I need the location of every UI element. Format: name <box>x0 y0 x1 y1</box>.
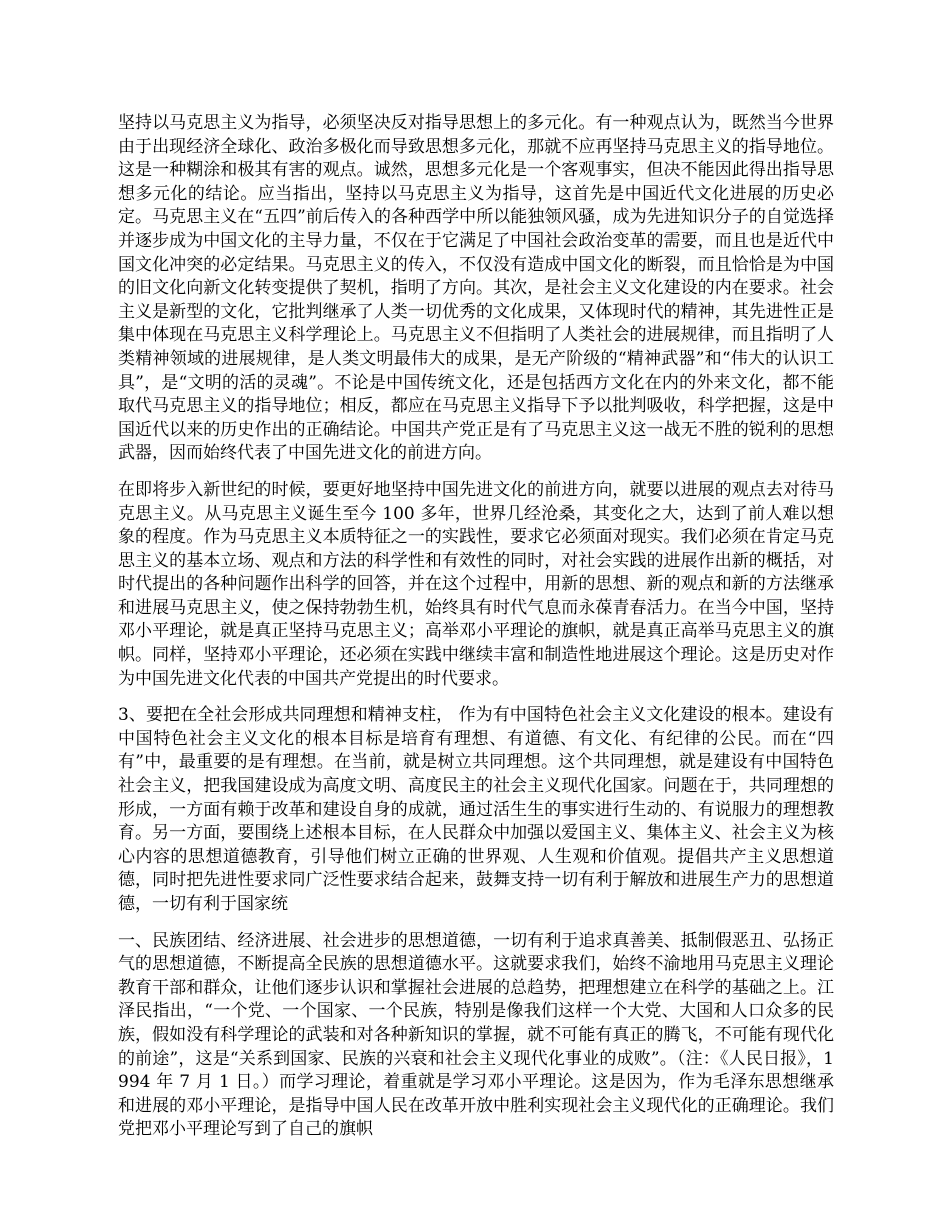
paragraph-common-ideal: 3、要把在全社会形成共同理想和精神支柱， 作为有中国特色社会主义文化建设的根本。建设有中国特色社会主义文化的根本目标是培育有理想、有道德、有文化、有纪律的公民。而在“四有”中，最重要的是有理想。在当前，就是树立共同理想。这个共同理想，就是建设有中国特色社会主义，把我国建设成为高度文明、高度民主的社会主义现代化国家。问题在于，共同理想的形成，一方面有赖于改革和建设自身的成就，通过活生生的事实进行生动的、有说服力的理想教育。另一方面，要围绕上述根本目标，在人民群众中加强以爱国主义、集体主义、社会主义为核心内容的思想道德教育，引导他们树立正确的世界观、人生观和价值观。提倡共产主义思想道德，同时把先进性要求同广泛性要求结合起来，鼓舞支持一切有利于解放和进展生产力的思想道德，一切有利于国家统 <box>118 705 834 914</box>
paragraph-national-unity: 一、民族团结、经济进展、社会进步的思想道德，一切有利于追求真善美、抵制假恶丑、弘扬正气的思想道德，不断提高全民族的思想道德水平。这就要求我们，始终不渝地用马克思主义理论教育干部和群众，让他们逐步认识和掌握社会进展的总趋势，把理想建立在科学的基础之上。江泽民指出，“一个党、一个国家、一个民族，特别是像我们这样一个大党、大国和人口众多的民族，假如没有科学理论的武装和对各种新知识的掌握，就不可能有真正的腾飞，不可能有现代化的前途”，这是“关系到国家、民族的兴衰和社会主义现代化事业的成败”。（注：《人民日报》，1994 年 7 月 1 日。）而学习理论，着重就是学习邓小平理论。这是因为，作为毛泽东思想继承和进展的邓小平理论，是指导中国人民在改革开放中胜利实现社会主义现代化的正确理论。我们党把邓小平理论写到了自己的旗帜 <box>118 930 834 1140</box>
paragraph-new-century: 在即将步入新世纪的时候，要更好地坚持中国先进文化的前进方向，就要以进展的观点去对待马克思主义。从马克思主义诞生至今 100 多年，世界几经沧桑，其变化之大，达到了前人难以想象的程度。作为马克思主义本质特征之一的实践性，要求它必须面对现实。我们必须在肯定马克思主义的基本立场、观点和方法的科学性和有效性的同时，对社会实践的进展作出新的概括，对时代提出的各种问题作出科学的回答，并在这个过程中，用新的思想、新的观点和新的方法继承和进展马克思主义，使之保持勃勃生机，始终具有时代气息而永葆青春活力。在当今中国，坚持邓小平理论，就是真正坚持马克思主义；高举邓小平理论的旗帜，就是真正高举马克思主义的旗帜。同样，坚持邓小平理论，还必须在实践中继续丰富和制造性地进展这个理论。这是历史对作为中国先进文化代表的中国共产党提出的时代要求。 <box>118 479 834 689</box>
document-body <box>118 112 834 1155</box>
paragraph-marxism-guidance: 坚持以马克思主义为指导，必须坚决反对指导思想上的多元化。有一种观点认为，既然当今世界由于出现经济全球化、政治多极化而导致思想多元化，那就不应再坚持马克思主义的指导地位。这是一种糊涂和极其有害的观点。诚然，思想多元化是一个客观事实，但决不能因此得出指导思想多元化的结论。应当指出，坚持以马克思主义为指导，这首先是中国近代文化进展的历史必定。马克思主义在“五四”前后传入的各种西学中所以能独领风骚，成为先进知识分子的自觉选择并逐步成为中国文化的主导力量，不仅在于它满足了中国社会政治变革的需要，而且也是近代中国文化冲突的必定结果。马克思主义的传入，不仅没有造成中国文化的断裂，而且恰恰是为中国的旧文化向新文化转变提供了契机，指明了方向。其次，是社会主义文化建设的内在要求。社会主义是新型的文化，它批判继承了人类一切优秀的文化成果，又体现时代的精神，其先进性正是集中体现在马克思主义科学理论上。马克思主义不但指明了人类社会的进展规律，而且指明了人类精神领域的进展规律，是人类文明最伟大的成果，是无产阶级的“精神武器”和“伟大的认识工具”，是“文明的活的灵魂”。不论是中国传统文化，还是包括西方文化在内的外来文化，都不能取代马克思主义的指导地位；相反，都应在马克思主义指导下予以批判吸收，科学把握，这是中国近代以来的历史作出的正确结论。中国共产党正是有了马克思主义这一战无不胜的锐利的思想武器，因而始终代表了中国先进文化的前进方向。 <box>118 113 834 464</box>
